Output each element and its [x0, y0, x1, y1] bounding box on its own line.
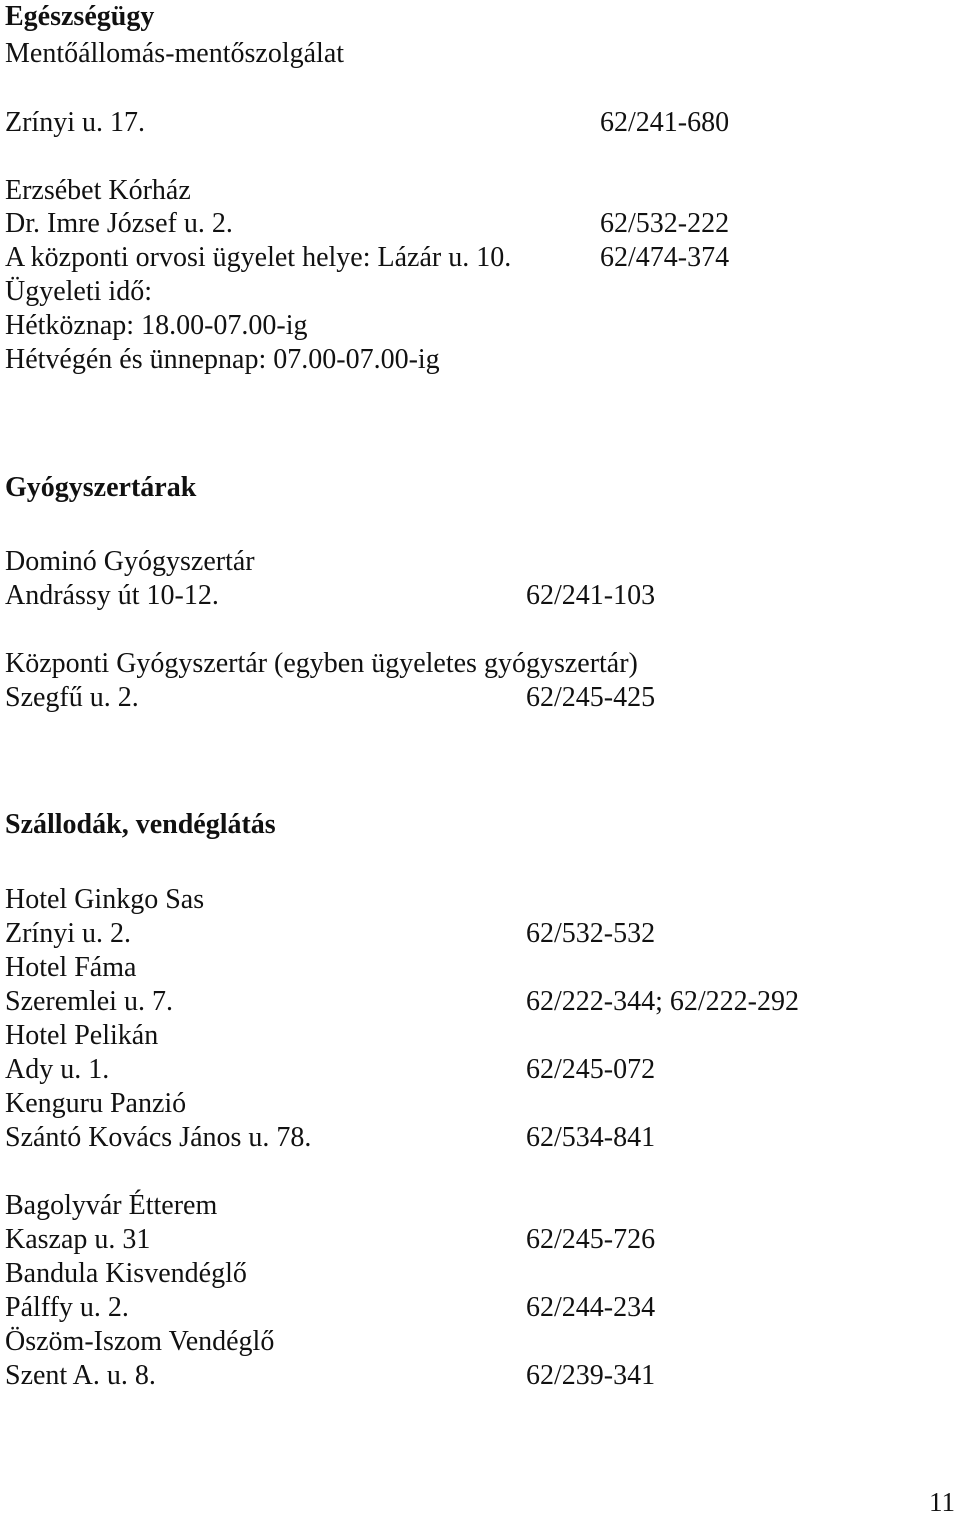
section-title-pharmacies: Gyógyszertárak: [5, 472, 197, 503]
restaurant-phone: 62/244-234: [526, 1292, 656, 1323]
duty-phone: 62/474-374: [600, 242, 730, 273]
restaurant-name: Bagolyvár Étterem: [5, 1190, 218, 1221]
restaurant-address: Szent A. u. 8.: [5, 1360, 156, 1391]
restaurant-name: Öszöm-Iszom Vendéglő: [5, 1326, 275, 1357]
hotel-phone: 62/245-072: [526, 1054, 656, 1085]
restaurant-phone: 62/245-726: [526, 1224, 656, 1255]
section-title-hotels: Szállodák, vendéglátás: [5, 809, 276, 840]
pharmacy-phone: 62/245-425: [526, 682, 656, 713]
restaurant-phone: 62/239-341: [526, 1360, 656, 1391]
page-number: 11: [929, 1487, 955, 1517]
pharmacy-name: Dominó Gyógyszertár: [5, 546, 255, 577]
restaurant-address: Kaszap u. 31: [5, 1224, 151, 1255]
duty-weekday: Hétköznap: 18.00-07.00-ig: [5, 310, 308, 341]
hotel-phone: 62/532-532: [526, 918, 656, 949]
ambulance-phone: 62/241-680: [600, 107, 730, 138]
hospital-address: Dr. Imre József u. 2.: [5, 208, 233, 239]
ambulance-address: Zrínyi u. 17.: [5, 107, 145, 138]
duty-location: A központi orvosi ügyelet helye: Lázár u. 10.: [5, 242, 512, 273]
pharmacy-address: Szegfű u. 2.: [5, 682, 139, 713]
hospital-name: Erzsébet Kórház: [5, 175, 191, 206]
hotel-address: Szeremlei u. 7.: [5, 986, 173, 1017]
pharmacy-phone: 62/241-103: [526, 580, 656, 611]
pharmacy-address: Andrássy út 10-12.: [5, 580, 219, 611]
duty-weekend: Hétvégén és ünnepnap: 07.00-07.00-ig: [5, 344, 440, 375]
hotel-address: Szántó Kovács János u. 78.: [5, 1122, 312, 1153]
ambulance-service-title: Mentőállomás-mentőszolgálat: [5, 38, 345, 69]
hotel-phone: 62/534-841: [526, 1122, 656, 1153]
restaurant-address: Pálffy u. 2.: [5, 1292, 129, 1323]
hotel-address: Ady u. 1.: [5, 1054, 110, 1085]
hotel-name: Hotel Pelikán: [5, 1020, 159, 1051]
duty-time-label: Ügyeleti idő:: [5, 276, 152, 307]
hospital-phone: 62/532-222: [600, 208, 730, 239]
restaurant-name: Bandula Kisvendéglő: [5, 1258, 247, 1289]
section-title-health: Egészségügy: [5, 1, 155, 32]
hotel-phone: 62/222-344; 62/222-292: [526, 986, 799, 1017]
hotel-name: Hotel Fáma: [5, 952, 137, 983]
hotel-address: Zrínyi u. 2.: [5, 918, 131, 949]
hotel-name: Kenguru Panzió: [5, 1088, 187, 1119]
pharmacy-name: Központi Gyógyszertár (egyben ügyeletes gyógyszertár): [5, 648, 638, 679]
hotel-name: Hotel Ginkgo Sas: [5, 884, 205, 915]
